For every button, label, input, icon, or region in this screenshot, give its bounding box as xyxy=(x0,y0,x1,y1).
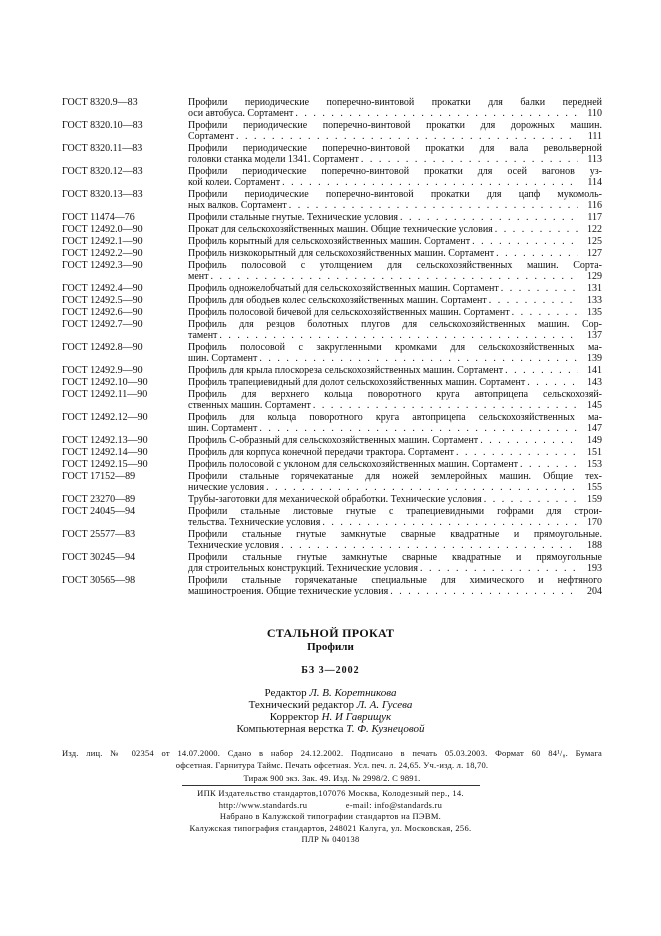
toc-page-number: 122 xyxy=(587,224,602,235)
toc-title xyxy=(188,412,602,434)
toc-standard-code: ГОСТ 12492.12—90 xyxy=(62,412,148,423)
leader-dots xyxy=(489,295,578,306)
toc-title-line: Профиль полосовой с закругленными кромками для сельскохозяйственных ма- xyxy=(188,342,602,353)
toc-title-last-line: ственных машин. Сортамент xyxy=(188,400,311,411)
toc-entry xyxy=(62,307,602,318)
toc-title xyxy=(188,459,602,470)
toc-page-number: 193 xyxy=(587,563,602,574)
toc-title-last-line: Профиль полосовой с уклоном для сельскохозяйственных машин. Сортамент xyxy=(188,459,518,470)
toc-title xyxy=(188,260,602,282)
toc-page-number: 141 xyxy=(587,365,602,376)
toc-title xyxy=(188,529,602,551)
toc-title-last-line: Профили стальные гнутые. Технические условия xyxy=(188,212,399,223)
toc-standard-code: ГОСТ 12492.9—90 xyxy=(62,365,143,376)
toc-title-last-line: Профиль С-образный для сельскохозяйственных машин. Сортамент xyxy=(188,435,479,446)
leader-dots xyxy=(520,459,578,470)
email-link[interactable]: e-mail: info@standards.ru xyxy=(345,799,443,810)
toc-page-number: 125 xyxy=(587,236,602,247)
toc-page-number: 159 xyxy=(587,494,602,505)
leader-dots xyxy=(295,108,578,119)
toc-title-line: Профили периодические поперечно-винтовой прокатки для вала револьверной xyxy=(188,143,602,154)
toc-title-last-line: Профиль для корпуса конечной передачи трактора. Сортамент xyxy=(188,447,455,458)
toc-title-last-line: Профиль трапециевидный для долот сельскохозяйственных машин. Сортамент xyxy=(188,377,526,388)
toc-standard-code: ГОСТ 8320.11—83 xyxy=(62,143,143,154)
toc-entry xyxy=(62,575,602,597)
toc-title xyxy=(188,236,602,247)
toc-title-line: Профиль для верхнего кольца поворотного круга автоприцепа сельскохозяй- xyxy=(188,389,602,400)
toc-page-number: 155 xyxy=(587,482,602,493)
toc-title-line: Профили стальные горячекатаные специальные для химического и нефтяного xyxy=(188,575,602,586)
credit-tech-editor: Технический редактор Л. А. Гусева xyxy=(248,699,413,711)
toc-title-last-line: Профиль для ободьев колес сельскохозяйственных машин. Сортамент xyxy=(188,295,487,306)
toc-title xyxy=(188,248,602,259)
toc-title-last-line: Профиль низкокорытный для сельскохозяйственных машин. Сортамент xyxy=(188,248,495,259)
leader-dots xyxy=(289,200,578,211)
toc-title-line: Профили периодические поперечно-винтовой прокатки для балки передней xyxy=(188,97,602,108)
leader-dots xyxy=(484,494,578,505)
leader-dots xyxy=(527,377,578,388)
toc-entry xyxy=(62,412,602,434)
toc-title xyxy=(188,494,602,505)
toc-page-number: 139 xyxy=(587,353,602,364)
toc-title xyxy=(188,224,602,235)
toc-title-last-line: Профиль для крыла плоскореза сельскохозяйственных машин. Сортамент xyxy=(188,365,504,376)
toc-title-line: Профили периодические поперечно-винтовой прокатки для осей вагонов уз- xyxy=(188,166,602,177)
toc-standard-code: ГОСТ 12492.0—90 xyxy=(62,224,143,235)
toc-standard-code: ГОСТ 12492.13—90 xyxy=(62,435,148,446)
toc-title-line: Профили стальные гнутые замкнутые сварные квадратные и прямоугольные. xyxy=(188,529,602,540)
toc-title-last-line: Профиль корытный для сельскохозяйственных машин. Сортамент xyxy=(188,236,471,247)
toc-page-number: 113 xyxy=(587,154,602,165)
toc-title-last-line: для строительных конструкций. Технические условия xyxy=(188,563,418,574)
leader-dots xyxy=(512,307,578,318)
toc-standard-code: ГОСТ 23270—89 xyxy=(62,494,136,505)
credit-layout: Компьютерная верстка Т. Ф. Кузнецовой xyxy=(236,723,425,735)
toc-page-number: 116 xyxy=(587,200,602,211)
toc-standard-code: ГОСТ 12492.15—90 xyxy=(62,459,148,470)
toc-standard-code: ГОСТ 12492.6—90 xyxy=(62,307,143,318)
leader-dots xyxy=(390,586,578,597)
toc-title-last-line: нические условия xyxy=(188,482,265,493)
toc-entry xyxy=(62,189,602,211)
toc-entry xyxy=(62,248,602,259)
toc-standard-code: ГОСТ 8320.9—83 xyxy=(62,97,138,108)
toc-page-number: 149 xyxy=(587,435,602,446)
toc-entry xyxy=(62,506,602,528)
toc-entry xyxy=(62,529,602,551)
toc-title-line: Профиль для резцов болотных плугов для сельскохозяйственных машин. Сор- xyxy=(188,319,602,330)
toc-title-line: Профиль для кольца поворотного круга автоприцепа сельскохозяйственных ма- xyxy=(188,412,602,423)
leader-dots xyxy=(211,271,579,282)
toc-title xyxy=(188,295,602,306)
toc-title-last-line: Прокат для сельскохозяйственных машин. Общие технические условия xyxy=(188,224,493,235)
toc-title-last-line: головки станка модели 1341. Сортамент xyxy=(188,154,359,165)
toc-entry xyxy=(62,471,602,493)
leader-dots xyxy=(281,540,578,551)
toc-page-number: 143 xyxy=(587,377,602,388)
toc-entry xyxy=(62,365,602,376)
toc-title xyxy=(188,435,602,446)
toc-entry xyxy=(62,236,602,247)
toc-title-last-line: оси автобуса. Сортамент xyxy=(188,108,294,119)
toc-title xyxy=(188,342,602,364)
toc-page-number: 117 xyxy=(587,212,602,223)
toc-title xyxy=(188,319,602,341)
toc-title xyxy=(188,552,602,574)
toc-standard-code: ГОСТ 11474—76 xyxy=(62,212,135,223)
leader-dots xyxy=(236,131,578,142)
toc-page-number: 127 xyxy=(587,248,602,259)
toc-title xyxy=(188,97,602,119)
toc-title xyxy=(188,307,602,318)
toc-standard-code: ГОСТ 17152—89 xyxy=(62,471,136,482)
toc-page-number: 135 xyxy=(587,307,602,318)
toc-standard-code: ГОСТ 12492.10—90 xyxy=(62,377,148,388)
leader-dots xyxy=(219,330,578,341)
toc-page-number: 145 xyxy=(587,400,602,411)
book-title: СТАЛЬНОЙ ПРОКАТ xyxy=(266,626,395,640)
leader-dots xyxy=(495,224,578,235)
toc-title-last-line: Профиль одножелобчатый для сельскохозяйственных машин. Сортамент xyxy=(188,283,499,294)
toc-entry xyxy=(62,97,602,119)
toc-title-last-line: Профиль полосовой бичевой для сельскохозяйственных машин. Сортамент xyxy=(188,307,510,318)
leader-dots xyxy=(322,517,578,528)
leader-dots xyxy=(472,236,578,247)
toc-entry xyxy=(62,295,602,306)
toc-standard-code: ГОСТ 25577—83 xyxy=(62,529,136,540)
printer-contacts xyxy=(0,800,661,812)
toc-page-number: 114 xyxy=(587,177,602,188)
toc-standard-code: ГОСТ 24045—94 xyxy=(62,506,136,517)
printer-info xyxy=(0,788,661,846)
toc-title xyxy=(188,471,602,493)
toc-standard-code: ГОСТ 30565—98 xyxy=(62,575,136,586)
toc-title-last-line: Технические условия xyxy=(188,540,280,551)
leader-dots xyxy=(501,283,578,294)
toc-entry xyxy=(62,494,602,505)
toc-entry xyxy=(62,319,602,341)
toc-page-number: 170 xyxy=(587,517,602,528)
website-link[interactable]: http://www.standards.ru xyxy=(218,799,308,810)
leader-dots xyxy=(361,154,578,165)
toc-title xyxy=(188,166,602,188)
toc-page-number: 137 xyxy=(587,330,602,341)
toc-title-last-line: шин. Сортамент xyxy=(188,423,258,434)
leader-dots xyxy=(456,447,578,458)
toc-standard-code: ГОСТ 12492.4—90 xyxy=(62,283,143,294)
leader-dots xyxy=(259,423,578,434)
leader-dots xyxy=(480,435,578,446)
toc-standard-code: ГОСТ 12492.1—90 xyxy=(62,236,143,247)
leader-dots xyxy=(400,212,578,223)
toc-standard-code: ГОСТ 12492.14—90 xyxy=(62,447,148,458)
toc-title xyxy=(188,506,602,528)
leader-dots xyxy=(266,482,578,493)
publishing-info-line-2: офсетная. Гарнитура Таймс. Печать офсетная. Усл. печ. л. 24,65. Уч.-изд. л. 18,70. xyxy=(175,760,489,770)
toc-entry xyxy=(62,447,602,458)
leader-dots xyxy=(420,563,578,574)
print-house-address: Калужская типография стандартов, 248021 Калуга, ул. Московская, 256. xyxy=(189,822,472,833)
toc-entry xyxy=(62,389,602,411)
printer-address: ИПК Издательство стандартов,107076 Москва, Колодезный пер., 14. xyxy=(197,788,464,798)
toc-title xyxy=(188,212,602,223)
toc-standard-code: ГОСТ 12492.3—90 xyxy=(62,260,143,271)
toc-page-number: 151 xyxy=(587,447,602,458)
toc-title-last-line: шин. Сортамент xyxy=(188,353,258,364)
toc-title xyxy=(188,283,602,294)
toc-entry xyxy=(62,212,602,223)
toc-title xyxy=(188,189,602,211)
toc-title-last-line: тамент xyxy=(188,330,218,341)
toc-title-line: Профили стальные горячекатаные для ножей землеройных машин. Общие тех- xyxy=(188,471,602,482)
toc-title-last-line: Трубы-заготовки для механической обработки. Технические условия xyxy=(188,494,482,505)
toc-title xyxy=(188,120,602,142)
plr-number: ПЛР № 040138 xyxy=(301,834,360,844)
toc-entry xyxy=(62,120,602,142)
toc-title-line: Профили периодические поперечно-винтовой прокатки для цапф мукомоль- xyxy=(188,189,602,200)
toc-title-line: Профили стальные листовые гнутые с трапециевидными гофрами для строи- xyxy=(188,506,602,517)
toc-page-number: 131 xyxy=(587,283,602,294)
publishing-info-line-1: Изд. лиц. № 02354 от 14.07.2000. Сдано в набор 24.12.2002. Подписано в печать 05.03.2003. Формат 60 84¹/₈. Бумага xyxy=(62,748,602,758)
credit-editor: Редактор Л. В. Коретникова xyxy=(264,687,397,699)
toc-title-last-line: машиностроения. Общие технические условия xyxy=(188,586,389,597)
leader-dots xyxy=(259,353,578,364)
toc-entry xyxy=(62,342,602,364)
toc-page-number: 153 xyxy=(587,459,602,470)
toc-entry xyxy=(62,143,602,165)
toc-title-last-line: Сортамент xyxy=(188,131,234,142)
toc-entry xyxy=(62,552,602,574)
toc-standard-code: ГОСТ 12492.8—90 xyxy=(62,342,143,353)
leader-dots xyxy=(313,400,578,411)
toc-title-last-line: тельства. Технические условия xyxy=(188,517,321,528)
bz-number: БЗ 3—2002 xyxy=(301,665,360,676)
toc-page-number: 110 xyxy=(587,108,602,119)
toc-page-number: 204 xyxy=(587,586,602,597)
toc-title-last-line: ных валков. Сортамент xyxy=(188,200,287,211)
leader-dots xyxy=(505,365,578,376)
leader-dots xyxy=(496,248,578,259)
toc-title xyxy=(188,377,602,388)
toc-page-number: 129 xyxy=(587,271,602,282)
toc-page-number: 188 xyxy=(587,540,602,551)
toc-title xyxy=(188,143,602,165)
toc-entry xyxy=(62,459,602,470)
toc-title xyxy=(188,575,602,597)
toc-standard-code: ГОСТ 30245—94 xyxy=(62,552,136,563)
typeset-note: Набрано в Калужской типографии стандартов на ПЭВМ. xyxy=(219,811,442,821)
toc-page-number: 111 xyxy=(587,131,602,142)
toc-title xyxy=(188,389,602,411)
toc-standard-code: ГОСТ 8320.12—83 xyxy=(62,166,143,177)
divider-rule xyxy=(182,785,480,786)
toc-title xyxy=(188,447,602,458)
toc-title-line: Профили периодические поперечно-винтовой прокатки для дорожных машин. xyxy=(188,120,602,131)
toc-standard-code: ГОСТ 12492.7—90 xyxy=(62,319,143,330)
toc-page-number: 147 xyxy=(587,423,602,434)
toc-title-last-line: мент xyxy=(188,271,209,282)
toc-title xyxy=(188,365,602,376)
toc-standard-code: ГОСТ 8320.10—83 xyxy=(62,120,143,131)
credits-block xyxy=(0,687,661,735)
toc-entry xyxy=(62,166,602,188)
table-of-contents xyxy=(62,97,602,598)
credit-proofreader: Корректор Н. И Гаврищук xyxy=(269,711,392,723)
toc-entry xyxy=(62,260,602,282)
toc-entry xyxy=(62,435,602,446)
toc-title-line: Профиль полосовой с утолщением для сельскохозяйственных машин. Сорта- xyxy=(188,260,602,271)
toc-standard-code: ГОСТ 12492.2—90 xyxy=(62,248,143,259)
toc-entry xyxy=(62,224,602,235)
toc-entry xyxy=(62,283,602,294)
toc-standard-code: ГОСТ 12492.11—90 xyxy=(62,389,148,400)
toc-standard-code: ГОСТ 8320.13—83 xyxy=(62,189,143,200)
toc-page-number: 133 xyxy=(587,295,602,306)
toc-standard-code: ГОСТ 12492.5—90 xyxy=(62,295,143,306)
leader-dots xyxy=(282,177,578,188)
toc-title-line: Профили стальные гнутые замкнутые сварные квадратные и прямоугольные xyxy=(188,552,602,563)
publishing-info-line-3: Тираж 900 экз. Зак. 49. Изд. № 2998/2. С 9891. xyxy=(243,773,421,783)
toc-entry xyxy=(62,377,602,388)
toc-title-last-line: кой колеи. Сортамент xyxy=(188,177,281,188)
book-subtitle: Профили xyxy=(307,641,354,653)
